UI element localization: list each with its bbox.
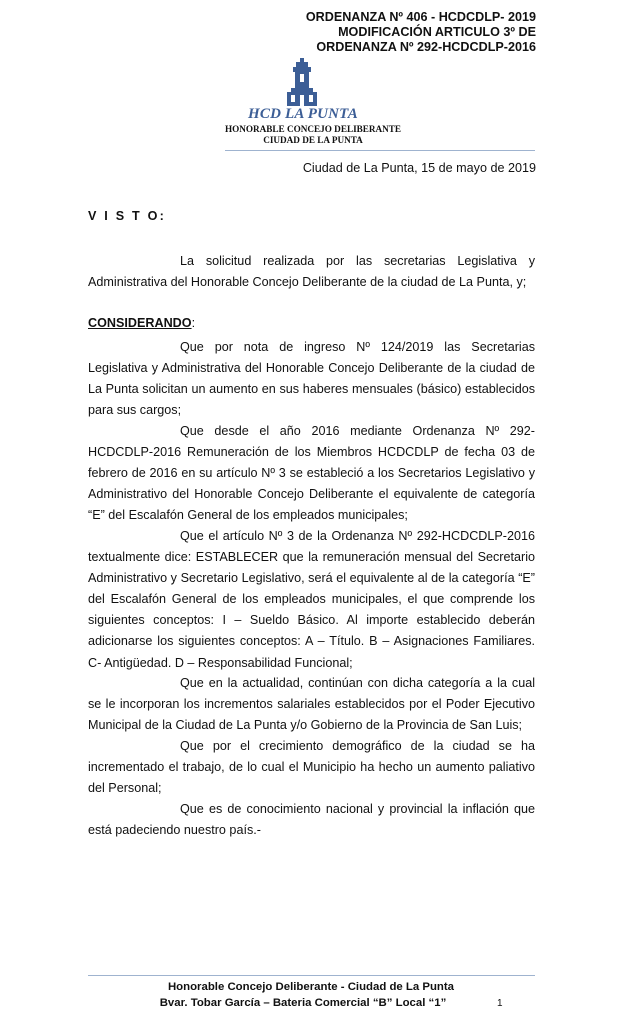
considerando-paragraph-3 [88,526,535,674]
considerando-colon: : [191,316,196,330]
document-date: Ciudad de La Punta, 15 de mayo de 2019 [302,161,536,175]
considerando-paragraph-1 [88,337,535,421]
paragraph-text: Que desde el año 2016 mediante Ordenanza Nº 292-HCDCDLP-2016 Remuneración de los Miembros HCDCDLP de fecha 03 de febrero de 2016 en su artículo Nº 3 se estableció a los Secretarios Legislativo y Administrativo del Honorable Concejo Deliberante el equivalente de categoría “E” del Escalafón General de los empleados municipales; [88,424,535,523]
footer-line-1: Honorable Concejo Deliberante - Ciudad de La Punta [167,981,455,993]
footer-line-2: Bvar. Tobar García – Bateria Comercial “B” Local “1” [159,997,447,1009]
visto-text: La solicitud realizada por las secretarias Legislativa y Administrativa del Honorable Concejo Deliberante de la ciudad de La Punta, y; [88,254,535,290]
institution-line2: CIUDAD DE LA PUNTA [263,135,363,145]
paragraph-text: Que el artículo Nº 3 de la Ordenanza Nº 292-HCDCDLP-2016 textualmente dice: ESTABLECER que la remuneración mensual del Secretario Administrativo y Secretario Legislativo, será el equivalente al de la categoría “E” del Escalafón General de los empleados municipales, el que comprende los siguientes conceptos: I – Sueldo Básico. Al importe establecido deberán adicionarse los siguientes conceptos: A – Título. B – Asignaciones Familiares. C- Antigüedad. D – Responsabilidad Funcional; [88,529,535,670]
paragraph-text: Que es de conocimiento nacional y provincial la inflación que está padeciendo nuestro país.- [88,802,535,838]
visto-paragraph [88,251,535,293]
ordinance-subject-line1: MODIFICACIÓN ARTICULO 3º DE [338,25,536,39]
logo-text: HCD LA PUNTA [248,106,358,122]
institution-name [218,124,408,146]
institution-line1: HONORABLE CONCEJO DELIBERANTE [224,124,402,134]
considerando-paragraph-2 [88,421,535,526]
ordinance-header [306,10,536,55]
paragraph-text: Que por el crecimiento demográfico de la ciudad se ha incrementado el trabajo, de lo cual el Municipio ha hecho un aumento paliativo del Personal; [88,739,535,796]
ordinance-number: ORDENANZA Nº 406 - HCDCDLP- 2019 [305,10,536,24]
considerando-paragraph-4 [88,673,535,736]
considerando-title: CONSIDERANDO [88,316,192,330]
considerando-heading [88,316,195,330]
paragraph-text: Que en la actualidad, continúan con dicha categoría a la cual se le incorporan los incrementos salariales establecidos por el Poder Ejecutivo Municipal de la Ciudad de La Punta y/o Gobierno de la Provincia de San Luis; [88,676,535,733]
page-number: 1 [497,998,503,1009]
tower-emblem-icon [282,58,322,108]
footer-divider [88,975,535,976]
ordinance-subject-line2: ORDENANZA Nº 292-HCDCDLP-2016 [316,40,536,54]
visto-heading: V I S T O: [88,209,166,223]
header-divider [225,150,535,151]
considerando-paragraph-5 [88,736,535,799]
considerando-paragraph-6 [88,799,535,841]
paragraph-text: Que por nota de ingreso Nº 124/2019 las Secretarias Legislativa y Administrativa del Honorable Concejo Deliberante de la ciudad de La Punta solicitan un aumento en sus haberes mensuales (básico) establecidos para sus cargos; [88,340,535,418]
